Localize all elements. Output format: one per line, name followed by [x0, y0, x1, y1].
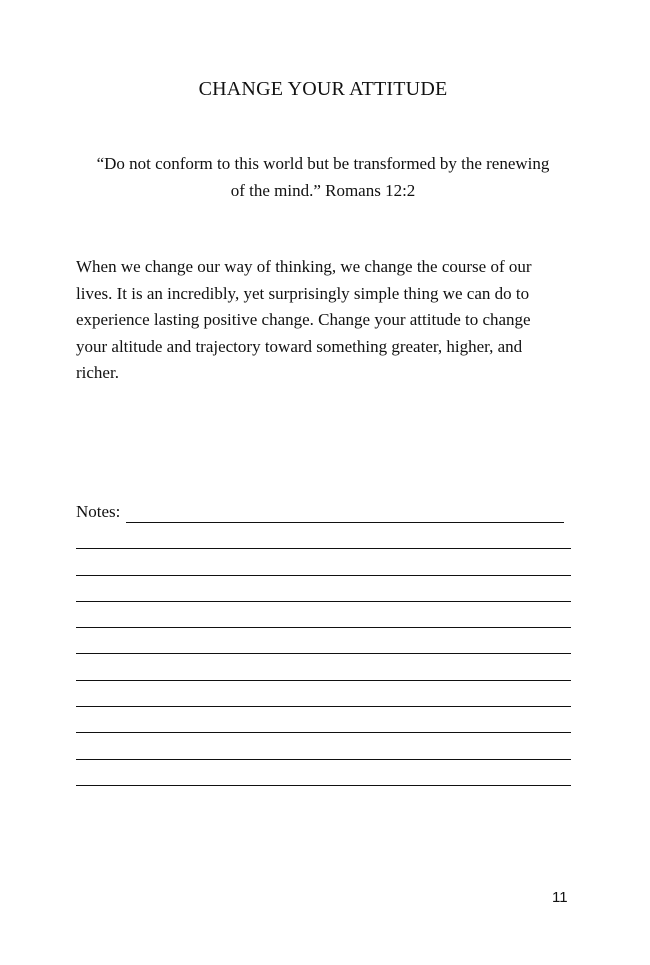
quote-line: of the mind.” Romans 12:2: [230, 181, 416, 200]
notes-write-line: [76, 654, 571, 680]
body-paragraph: [76, 254, 576, 387]
quote-line: “Do not conform to this world but be transformed by the renewing: [96, 154, 550, 173]
notes-write-line: [76, 576, 571, 602]
scripture-quote: [70, 150, 576, 204]
notes-write-line: [76, 602, 571, 628]
notes-write-line: [76, 628, 571, 654]
body-line: lives. It is an incredibly, yet surprisingly simple thing we can do to: [76, 283, 530, 303]
body-line: experience lasting positive change. Change your attitude to change: [76, 310, 531, 329]
notes-label: Notes:: [76, 502, 121, 521]
notes-write-line: [76, 523, 571, 549]
notes-write-line: [76, 733, 571, 759]
body-line: richer.: [76, 363, 119, 382]
notes-section: [76, 501, 571, 786]
body-line: your altitude and trajectory toward something greater, higher, and: [76, 336, 523, 356]
notes-header: [76, 501, 571, 523]
notes-write-line: [126, 502, 564, 523]
notes-write-line: [76, 707, 571, 733]
notes-write-line: [76, 681, 571, 707]
notes-write-line: [76, 549, 571, 575]
page-number: 11: [552, 889, 568, 906]
page-title: CHANGE YOUR ATTITUDE: [198, 78, 448, 100]
body-line: When we change our way of thinking, we change the course of our: [76, 257, 532, 276]
notes-write-line: [76, 760, 571, 786]
